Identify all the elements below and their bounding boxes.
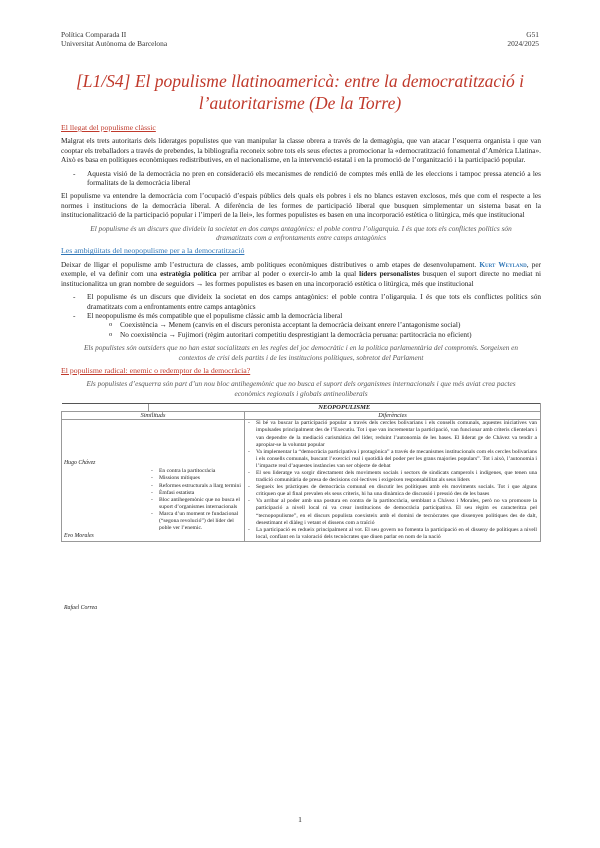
paragraph: El populisme va entendre la democràcia com l’ocupació d’espais públics dels quals els pobres i els no blancs estaven exclosos, més que com el respecte a les normes i institucions de la democràcia liberal. A diferència de les formes de participació liberal que busquen simplementar un sistema basat en la institucionalització de la participació popular i l’imperi de la llei», les formes populistes es basen en una incorporació estètica o litúrgica, més que institucional [61,191,541,220]
list-item: - Aquesta visió de la democràcia no pren en consideració els mecanismes de rendició de comptes més enllà de les eleccions i tampoc pressa atenció a les formalitats de la democràcia liberal [61,169,541,188]
sub-list [87,320,541,339]
bold-term: estratègia política [160,269,217,279]
text-span: busquen el suport directe no mediat ni institucionalitza un gran nombre de seguidors → les formes populistes es basen en una incorporació estètica o litúrgica, més que institucional [61,269,542,288]
country-label: Hugo Chávez [64,460,96,467]
similarity-item: - Missions mítiques [151,475,241,482]
difference-item: - Si bé va buscar la participació popular a través dels cercles bolivarians i els consells comunals, aquestes iniciatives van impulsades principalment des de l’Executiu. Tot i que van incrementar la participació, van funcionar amb criteris clientelars i van dependre de la mediació carismàtica del líder, reduint l’autonomia de les bases. El liderat ge de Chávez va tendir a apropiar-se la voluntat popular [248,420,537,448]
paragraph [61,260,541,288]
list-item [61,311,541,339]
difference-item: - El seu lideratge va sorgir directament dels moviments socials i sectors de sindicats camperols i indígenes, que tenen una tradició comunitària de presa de decisions col·lectives i exigeixen responsabilitat als seus líders [248,470,537,484]
author-name: Kurt Weyland [479,259,527,269]
quote: Els populistes són outsiders que no han estat socialitzats en les regles del joc democràtic i en la política parlamentària del compromís. Sorgeixen en contextos de crisi dels partits i de les institucions polítiques, sobretot del Parlament [83,343,519,362]
bold-term: líders personalistes [359,269,420,279]
country-label: Rafael Correa [64,605,98,612]
page-number: 1 [298,815,302,824]
similarity-item: - Bloc antihegemònic que no busca el suport d’organismes internacionals [151,497,241,511]
quote: Els populistes d’esquerra són part d’un nou bloc antihegemònic que no busca el suport dels organismes internacionals i que més aviat crea pactes econòmics regionals i globals antineoliberals [86,379,516,398]
sub-list-item: o No coexistència → Fujimori (règim autoritari competitiu desprestigiant la democràcia peruana: partitocràcia no eficient) [87,330,541,339]
group-code: G51 [526,30,539,39]
paragraph: Malgrat els trets autoritaris dels lideratges populistes que van manipular la classe obrera a través de la demagògia, que van atacar l’esquerra organista i que van cooptar els treballadors a través de prebendes, la bibliografia reconeix sobre tots els seus efectes a promocionar la «democratització fonamental d’Amèrica Llatina». Això es basa en polítiques econòmiques redistributives, en el nacionalisme, en la intervenció estatal i en la promoció de l’organització i la participació popular. [61,136,541,165]
neopopulism-table [61,403,541,612]
text-span: per arribar al poder o exercir-lo amb la qual [219,269,357,279]
section-heading-neopopulism: Les ambigüitats del neopopulisme per a la democratització [61,246,245,256]
section-heading-radical-populism: El populisme radical: enemic o redemptor de la democràcia? [61,365,251,375]
differences-cell [245,420,541,542]
column-header-differences: Diferències [245,412,541,420]
quote: El populisme és un discurs que divideix la societat en dos camps antagònics: el poble contra l’oligarquia. I és que tots els conflictes polítics són dramatitzats com a enfrontaments entre camps antagònics [90,223,512,243]
bullet-list [61,169,541,188]
text-span: Deixar de lligar el populisme amb l’estructura de classes, amb polítiques econòmiques distributives o amb etapes de desenvolupament. [61,259,477,269]
course-name: Política Comparada II [61,30,127,39]
country-label: Evo Morales [64,533,94,540]
university-name: Universitat Autònoma de Barcelona [61,39,168,48]
text-span: , per exemple, el va definir com una [61,259,541,279]
similarity-item: - Marca d’un moment re fundacional (“segona revolució”) del líder del poble ver l’enemic. [151,511,241,532]
page-title: [L1/S4] El populisme llatinoamericà: entre la democratització i l’autoritarisme (De la Torre) [76,71,524,113]
document-body [61,123,542,612]
similarities-cell [148,420,245,542]
country-column [62,420,149,612]
difference-item: - Segueix les pràctiques de democràcia comunal en discutir les polítiques amb els moviments socials. Tot i que alguns critiquen que al final prevalen els seus criteris, hi ha una dinàmica de discussió i pressió des de les bases [248,484,537,498]
difference-item: - Va arribar al poder amb una postura en contra de la partitocràcia, semblant a Chávez i Morales, però no va promoure la participació a nivell local ni va crear institucions de democràcia participativa. El seu règim es caracteritza pel “tecnopopulisme”, en el discurs populista coexisteix amb el domini de tecnòcrates que dissenyen polítiques des de dalt, desestimant el diàleg i vetant el dissens com a traïció [248,498,537,526]
table-header: NEOPOPULISME [148,404,541,412]
similarity-item: - Reformes estructurals a llarg termini [151,483,241,490]
table-corner [62,404,149,412]
section-heading-classic-legacy: El llegat del populisme clàssic [61,123,156,132]
difference-item: - La participació es redueix principalment al vot. El seu govern no fomenta la participació en el disseny de polítiques a nivell local, confiant en la valoració dels tecnòcrates que diuen parlar en nom de la nació [248,527,537,541]
similarity-item: - Èmfasi estatista [151,490,241,497]
list-item: - El populisme és un discurs que divideix la societat en dos camps antagònics: el poble contra l’oligarquia. I és que tots els conflictes polítics són dramatitzats com a enfrontaments entre camps antagònics [61,292,541,311]
sub-list-item: o Coexistència → Menem (canvis en el discurs peronista acceptant la democràcia deixant enrere l’antagonisme social) [87,320,541,329]
difference-item: - Va implementar la “democràcia participativa i protagònica” a través de mecanismes institucionals com els cercles bolivarians i els consells comunals, buscant l’exercici real i quotidià del poder per les grans majories populars”. Tot i això, l’autonomia i l’impacte real d’aquestes instàncies van ser objecte de debat [248,449,537,470]
similarity-item: - En contra la partitocràcia [151,468,241,475]
column-header-similarities: Similituds [62,412,245,420]
bullet-list [61,292,541,339]
academic-year: 2024/2025 [507,39,539,48]
list-item-text: El neopopulisme és més compatible que el populisme clàssic amb la democràcia liberal [87,310,343,320]
